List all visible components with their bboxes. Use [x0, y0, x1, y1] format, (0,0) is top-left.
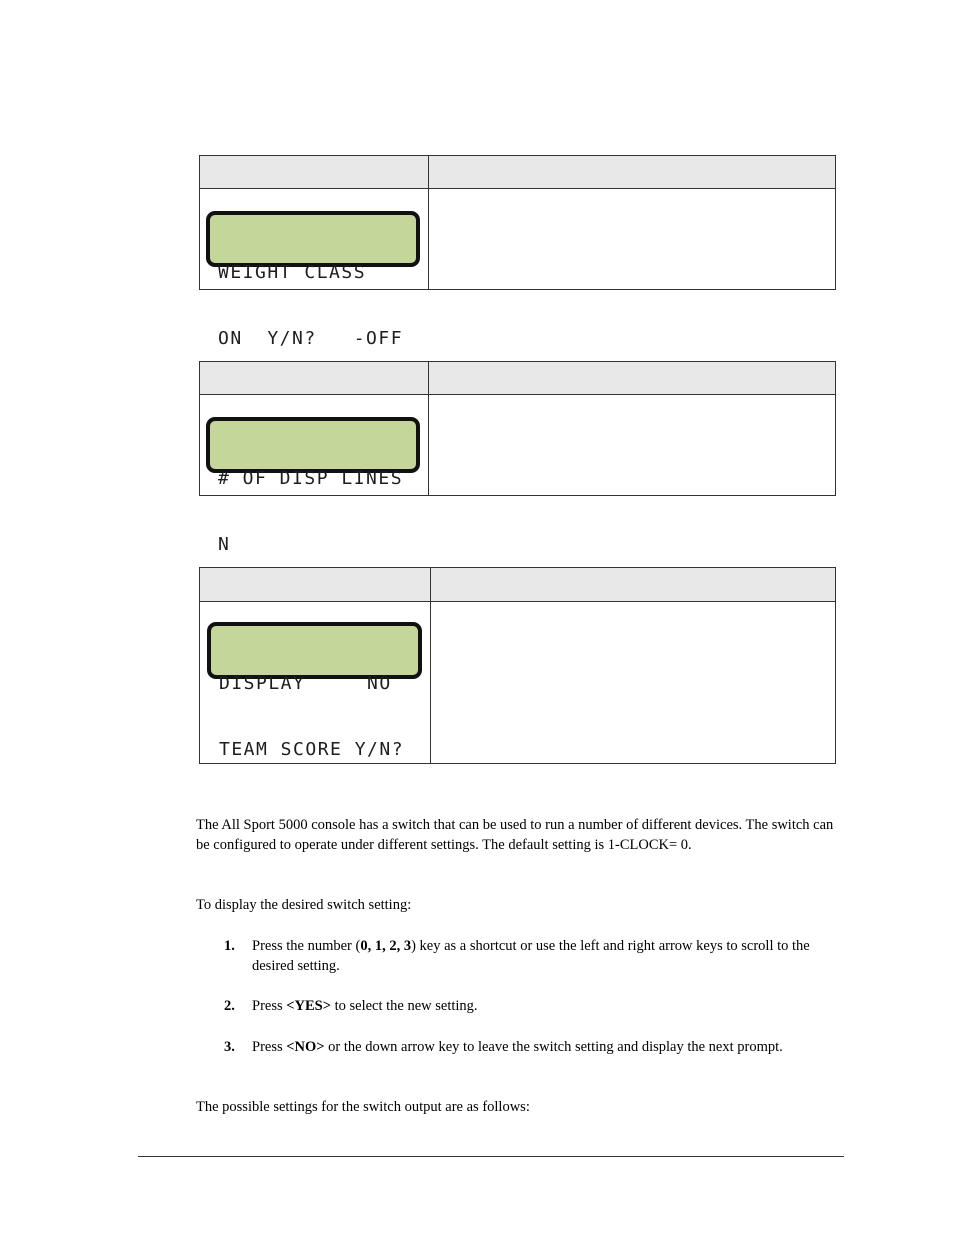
table-header [200, 568, 835, 602]
lcd-line-2: N [218, 534, 231, 555]
step-text [252, 936, 837, 976]
lcd-display [206, 211, 420, 349]
closing-text: The possible settings for the switch output are as follows: [196, 1099, 530, 1115]
step-text-part: to select the new setting. [330, 998, 478, 1014]
step-text-part: Press [252, 998, 287, 1014]
step-text [252, 1037, 837, 1057]
step-text-part: Press [252, 1039, 287, 1055]
column-divider [430, 568, 431, 763]
table-header [200, 156, 835, 189]
key-label: <YES> [286, 998, 331, 1014]
lcd-line-1: DISPLAY NO [219, 673, 392, 694]
prompt-table-disp-lines [199, 361, 836, 555]
prompt-table-team-score [199, 567, 836, 764]
lcd-display [207, 622, 422, 760]
step-text-part: or the down arrow key to leave the switch setting and display the next prompt. [324, 1039, 783, 1055]
intro-paragraph: The All Sport 5000 console has a switch that can be used to run a number of different devices. The switch can be configured to operate under different settings. The default setting is 1-CLOCK= 0. [196, 817, 834, 853]
lcd-line-2: TEAM SCORE Y/N? [219, 739, 405, 760]
step-number: 3. [224, 1039, 235, 1055]
lcd-line-1: WEIGHT CLASS [218, 262, 367, 283]
key-label: 0, 1, 2, 3 [360, 938, 412, 954]
column-divider [428, 156, 429, 289]
prompt-table-weight-class [199, 155, 836, 349]
step-text [252, 996, 837, 1016]
footer-rule [138, 1156, 844, 1157]
instruction-text: To display the desired switch setting: [196, 897, 412, 913]
step-number: 1. [224, 938, 235, 954]
lcd-display [206, 417, 420, 555]
column-divider [428, 362, 429, 495]
step-text-part: Press the number ( [252, 938, 361, 954]
step-text-part: ) key as a shortcut or use the left and right arrow keys to scroll to the desired setting. [252, 938, 810, 974]
lcd-line-1: # OF DISP LINES [218, 468, 404, 489]
step-number: 2. [224, 998, 235, 1014]
table-header [200, 362, 835, 395]
key-label: <NO> [286, 1039, 325, 1055]
lcd-line-2: ON Y/N? -OFF [218, 328, 404, 349]
